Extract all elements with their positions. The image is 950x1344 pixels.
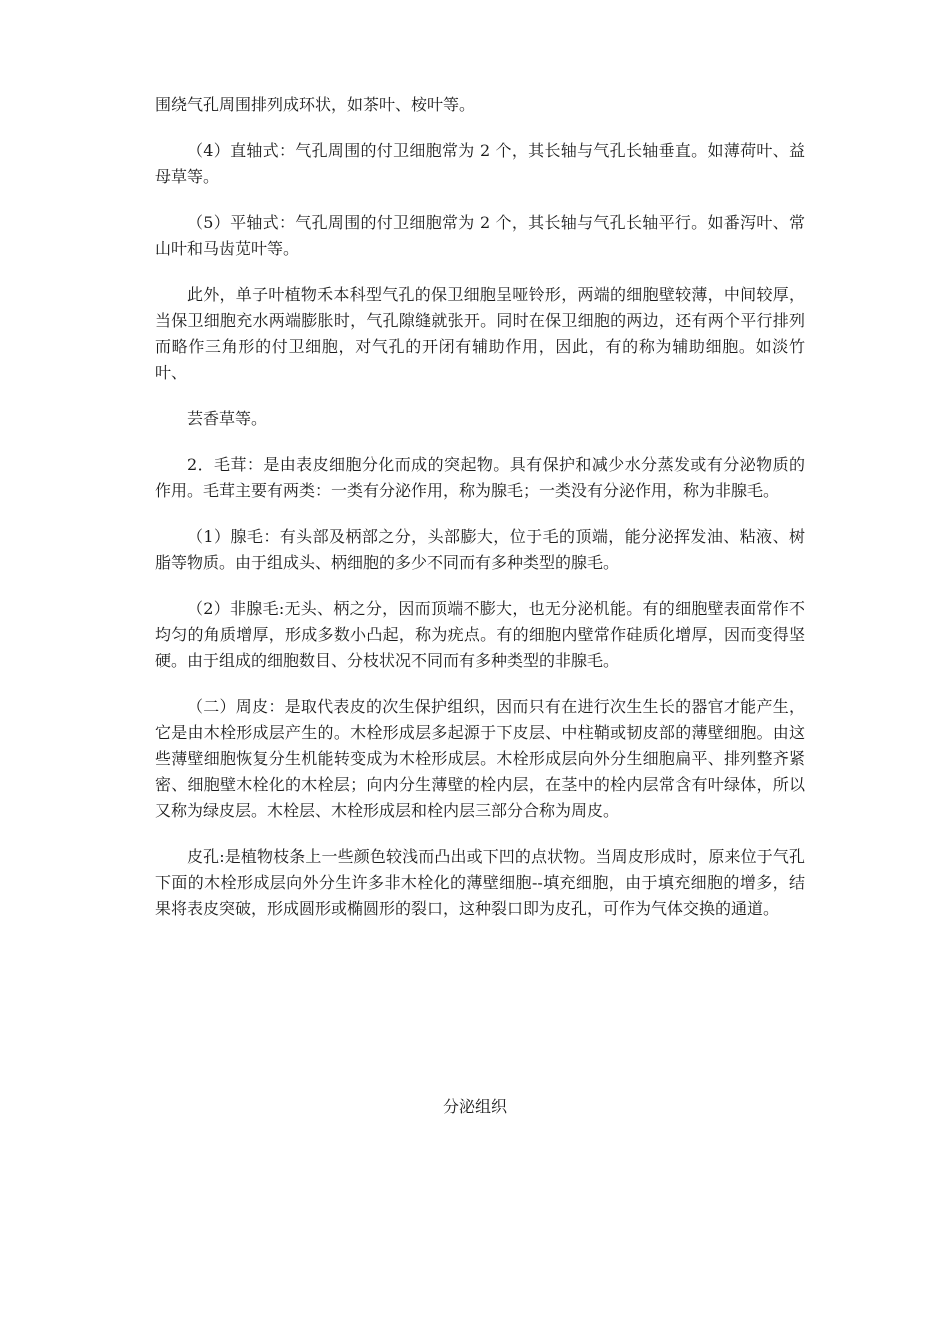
section-heading: 分泌组织 [442,1097,507,1116]
paragraph-paracytic: （5）平轴式：气孔周围的付卫细胞常为 2 个，其长轴与气孔长轴平行。如番泻叶、常山叶和马齿苋叶等。 [155,213,805,258]
document-body [155,92,805,942]
paragraph-nonglandular-hair: （2）非腺毛:无头、柄之分，因而顶端不膨大，也无分泌机能。有的细胞壁表面常作不均匀的角质增厚，形成多数小凸起，称为疣点。有的细胞内壁常作硅质化增厚，因而变得坚硬。由于组成的细胞数目、分枝状况不同而有多种类型的非腺毛。 [155,599,805,670]
paragraph-periderm: （二）周皮：是取代表皮的次生保护组织，因而只有在进行次生生长的器官才能产生，它是由木栓形成层产生的。木栓形成层多起源于下皮层、中柱鞘或韧皮部的薄壁细胞。由这些薄壁细胞恢复分生机能转变成为木栓形成层。木栓形成层向外分生细胞扁平、排列整齐紧密、细胞壁木栓化的木栓层；向内分生薄壁的栓内层，在茎中的栓内层常含有叶绿体，所以又称为绿皮层。木栓层、木栓形成层和栓内层三部分合称为周皮。 [155,697,805,820]
paragraph-stomata-ring: 围绕气孔周围排列成环状，如茶叶、桉叶等。 [155,95,476,114]
paragraph-monocot-stomata: 此外，单子叶植物禾本科型气孔的保卫细胞呈哑铃形，两端的细胞壁较薄，中间较厚，当保卫细胞充水两端膨胀时，气孔隙缝就张开。同时在保卫细胞的两边，还有两个平行排列而略作三角形的付卫细胞，对气孔的开闭有辅助作用，因此，有的称为辅助细胞。如淡竹叶、 [155,285,805,382]
paragraph-lenticel: 皮孔:是植物枝条上一些颜色较浅而凸出或下凹的点状物。当周皮形成时，原来位于气孔下面的木栓形成层向外分生许多非木栓化的薄壁细胞--填充细胞，由于填充细胞的增多，结果将表皮突破，形成圆形或椭圆形的裂口，这种裂口即为皮孔，可作为气体交换的通道。 [155,847,805,918]
paragraph-continuation: 芸香草等。 [187,409,268,428]
paragraph-diacytic: （4）直轴式：气孔周围的付卫细胞常为 2 个，其长轴与气孔长轴垂直。如薄荷叶、益母草等。 [155,141,805,186]
paragraph-glandular-hair: （1）腺毛：有头部及柄部之分，头部膨大，位于毛的顶端，能分泌挥发油、粘液、树脂等物质。由于组成头、柄细胞的多少不同而有多种类型的腺毛。 [155,527,805,572]
paragraph-trichomes: 2．毛茸：是由表皮细胞分化而成的突起物。具有保护和减少水分蒸发或有分泌物质的作用。毛茸主要有两类：一类有分泌作用，称为腺毛；一类没有分泌作用，称为非腺毛。 [155,455,805,500]
